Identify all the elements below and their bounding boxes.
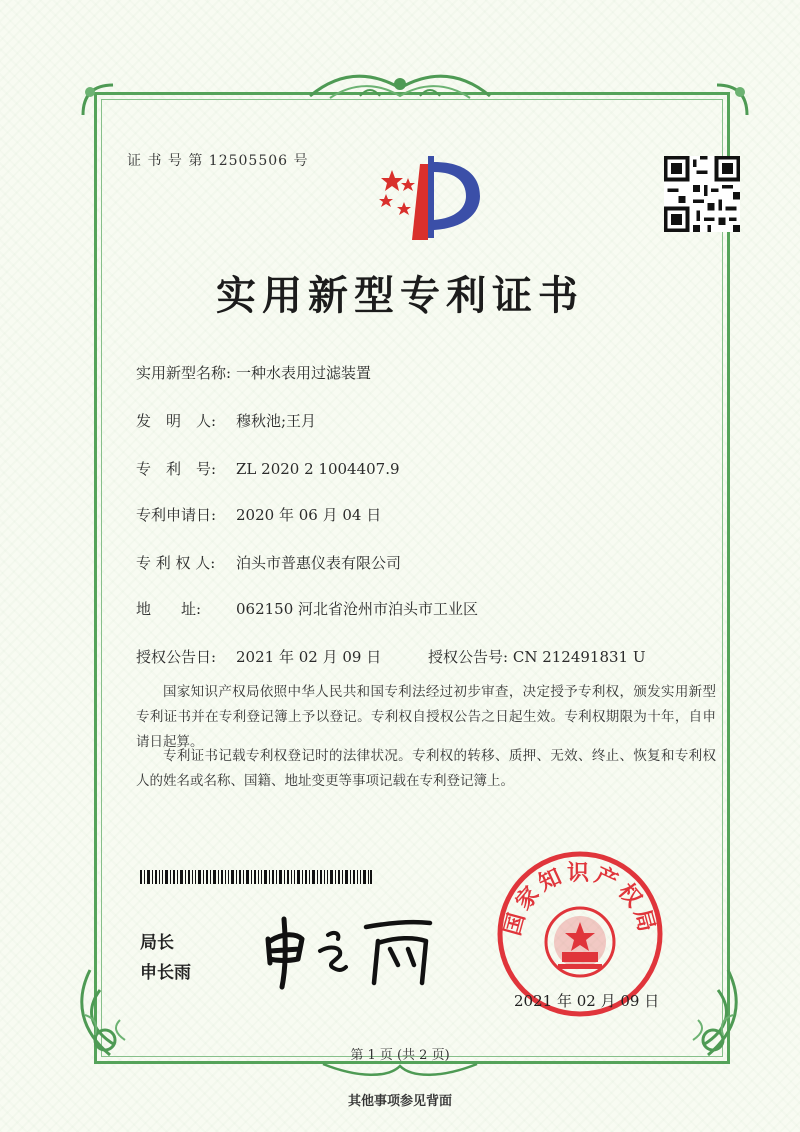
field-utility-model-name (136, 362, 371, 383)
national-emblem-icon (546, 908, 614, 976)
signatory-name: 申长雨 (140, 963, 191, 983)
legal-paragraph-1: 国家知识产权局依照中华人民共和国专利法经过初步审查，决定授予专利权，颁发实用新型专利证书并在专利登记簿上予以登记。专利权自授权公告之日起生效。专利权期限为十年，自申请日起算。 (136, 684, 716, 750)
certificate-title: 实用新型专利证书 (216, 272, 584, 319)
field-value: 2020 年 06 月 04 日 (236, 506, 382, 524)
handwritten-signature (262, 905, 442, 990)
field-label: 发 明 人: (136, 412, 217, 430)
field-patentee (136, 552, 401, 573)
field-value: 062150 河北省沧州市泊头市工业区 (236, 600, 479, 618)
barcode (140, 870, 372, 884)
top-ornament (300, 66, 500, 106)
back-note: 其他事项参见背面 (347, 1094, 452, 1109)
field-label: 专 利 号: (136, 460, 217, 478)
qr-code (664, 156, 740, 232)
field-value: 泊头市普惠仪表有限公司 (236, 554, 402, 572)
field-value: 穆秋池;王月 (236, 412, 317, 430)
page-number: 第 1 页 (共 2 页) (350, 1048, 450, 1063)
field-value: 2021 年 02 月 09 日 (236, 648, 382, 666)
field-label: 授权公告日: (136, 648, 217, 666)
field-value: 一种水表用过滤装置 (236, 364, 372, 382)
field-address (136, 598, 478, 619)
field-grant-number (428, 646, 646, 667)
field-label: 专利申请日: (136, 506, 217, 524)
field-label: 地 址: (136, 600, 202, 618)
certificate-number: 证 书 号 第 12505506 号 (127, 153, 309, 169)
legal-paragraph-2: 专利证书记载专利权登记时的法律状况。专利权的转移、质押、无效、终止、恢复和专利权人的姓名或名称、国籍、地址变更等事项记载在专利登记簿上。 (136, 748, 716, 789)
field-label: 专 利 权 人: (136, 554, 216, 572)
field-label: 授权公告号: (428, 648, 509, 666)
field-label: 实用新型名称: (136, 364, 232, 382)
field-value: ZL 2020 2 1004407.9 (236, 460, 400, 478)
signatory-title: 局长 (140, 933, 174, 953)
field-grant-date (136, 646, 381, 667)
corner-ornament-tr (712, 80, 752, 120)
seal-text: 国家知识产权局 (500, 861, 660, 939)
cnipa-logo-icon (372, 150, 492, 245)
field-filing-date (136, 504, 381, 525)
corner-ornament-tl (78, 80, 118, 120)
field-inventor (136, 410, 316, 431)
field-value: CN 212491831 U (512, 648, 646, 666)
field-patent-number (136, 458, 400, 479)
seal-date: 2021 年 02 月 09 日 (514, 992, 660, 1010)
